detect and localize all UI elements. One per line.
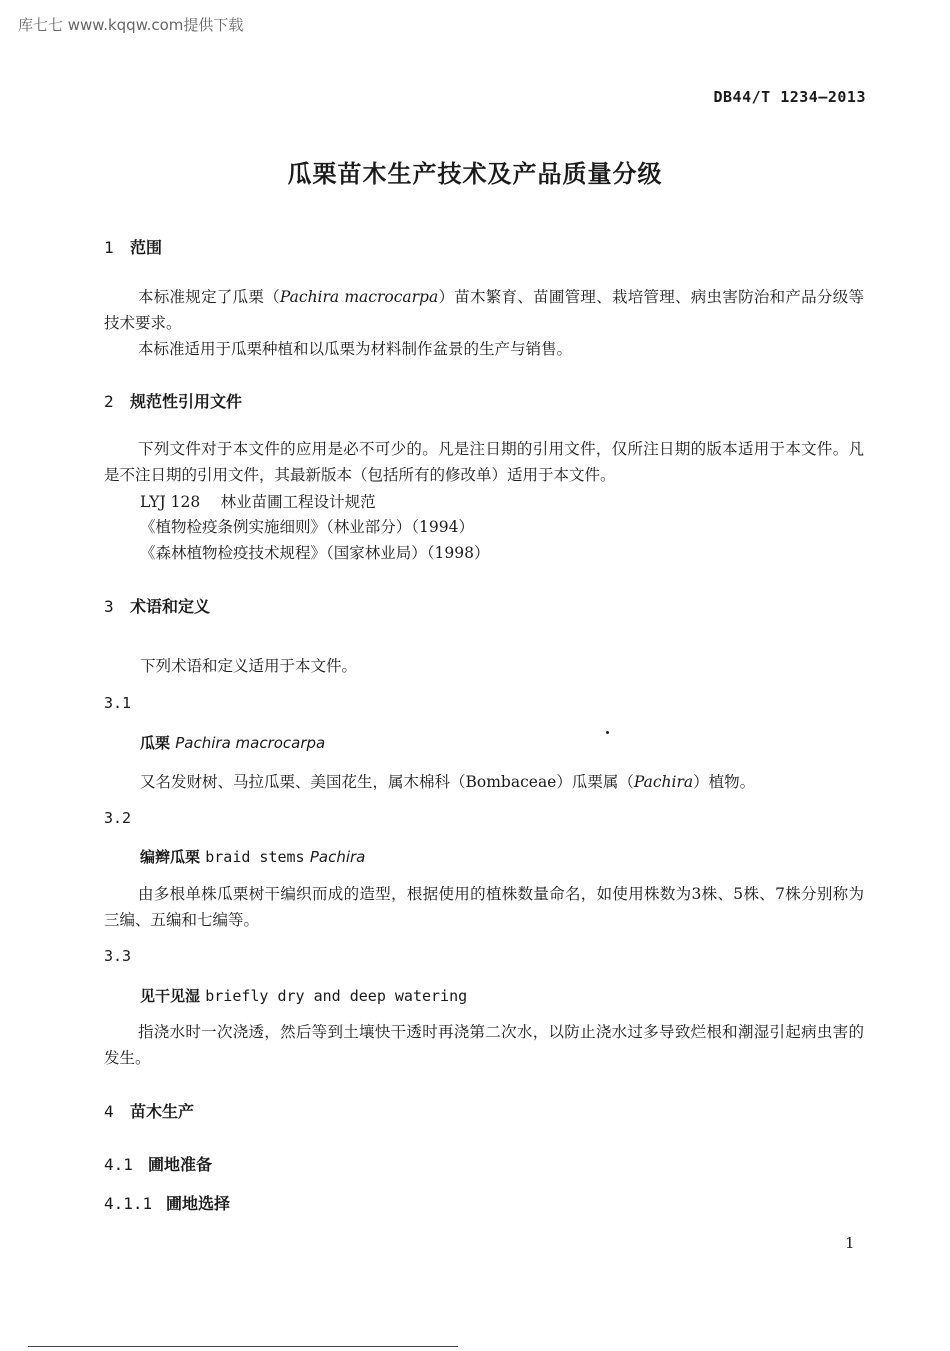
term-latin: Pachira: [309, 848, 366, 866]
term-heading: [140, 846, 365, 867]
text-run: ）植物。: [693, 773, 756, 791]
term-chinese: 瓜栗: [140, 734, 171, 752]
section-3-heading: [104, 594, 210, 617]
term-number: 3.2: [104, 809, 132, 827]
section-4-heading: [104, 1099, 194, 1122]
term-definition: 指浇水时一次浇透，然后等到土壤快干透时再浇第二次水，以防止浇水过多导致烂根和潮湿引起病虫害的发生。: [104, 1023, 864, 1067]
term-chinese: 编辫瓜栗: [140, 848, 201, 866]
section-title: 术语和定义: [130, 597, 211, 616]
section-4-1-heading: [104, 1152, 212, 1175]
section-title: 规范性引用文件: [130, 392, 243, 411]
section-number: 4: [104, 1102, 114, 1121]
reference-item: LYJ 128 林业苗圃工程设计规范: [140, 493, 376, 511]
section-title: 苗木生产: [130, 1102, 195, 1121]
term-number: 3.3: [104, 947, 132, 965]
speck-mark: [606, 731, 609, 734]
bottom-rule: [28, 1346, 458, 1347]
term-latin: Pachira macrocarpa: [175, 734, 326, 752]
document-number: DB44/T 1234—2013: [713, 88, 866, 106]
watermark: 库七七 www.kqqw.com提供下载: [18, 16, 244, 34]
section-2-paragraph-1: 下列文件对于本文件的应用是必不可少的。凡是注日期的引用文件，仅所注日期的版本适用于本文件。凡是不注日期的引用文件，其最新版本（包括所有的修改单）适用于本文件。: [104, 440, 864, 484]
section-title: 圃地选择: [166, 1194, 231, 1213]
page-number: 1: [845, 1234, 855, 1252]
section-number: 4.1: [104, 1155, 133, 1174]
text-run: 本标准规定了瓜栗（: [138, 288, 280, 306]
term-english: briefly dry and deep watering: [205, 987, 468, 1005]
latin-name: Pachira: [633, 773, 694, 791]
term-heading: [140, 985, 467, 1006]
reference-item: 《植物检疫条例实施细则》（林业部分）（1994）: [140, 518, 474, 536]
section-3-paragraph-1: 下列术语和定义适用于本文件。: [140, 657, 358, 675]
section-number: 1: [104, 238, 114, 257]
reference-item: 《森林植物检疫技术规程》（国家林业局）（1998）: [140, 544, 490, 562]
section-number: 3: [104, 597, 114, 616]
section-4-1-1-heading: [104, 1191, 230, 1214]
section-title: 范围: [130, 238, 163, 257]
section-number: 4.1.1: [104, 1194, 153, 1213]
term-english: braid stems: [205, 848, 305, 866]
term-heading: [140, 732, 325, 753]
text-run: ）苗木繁育、苗圃管理、栽培管理、病虫害防治和产品分级等技术要求。: [104, 288, 864, 332]
term-number: 3.1: [104, 694, 132, 712]
term-definition: [140, 770, 755, 792]
section-1-paragraph-1: [104, 284, 864, 336]
section-1-heading: [104, 235, 162, 258]
text-run: 又名发财树、马拉瓜栗、美国花生，属木棉科（Bombaceae）瓜栗属（: [140, 773, 634, 791]
page-title: 瓜栗苗木生产技术及产品质量分级: [287, 160, 663, 188]
section-number: 2: [104, 392, 114, 411]
term-chinese: 见干见湿: [140, 987, 201, 1005]
section-1-paragraph-2: 本标准适用于瓜栗种植和以瓜栗为材料制作盆景的生产与销售。: [138, 340, 573, 358]
latin-name: Pachira macrocarpa: [279, 288, 439, 306]
section-2-heading: [104, 389, 242, 412]
term-definition: 由多根单株瓜栗树干编织而成的造型，根据使用的植株数量命名，如使用株数为3株、5株、7株分别称为三编、五编和七编等。: [104, 885, 864, 929]
section-title: 圃地准备: [148, 1155, 213, 1174]
